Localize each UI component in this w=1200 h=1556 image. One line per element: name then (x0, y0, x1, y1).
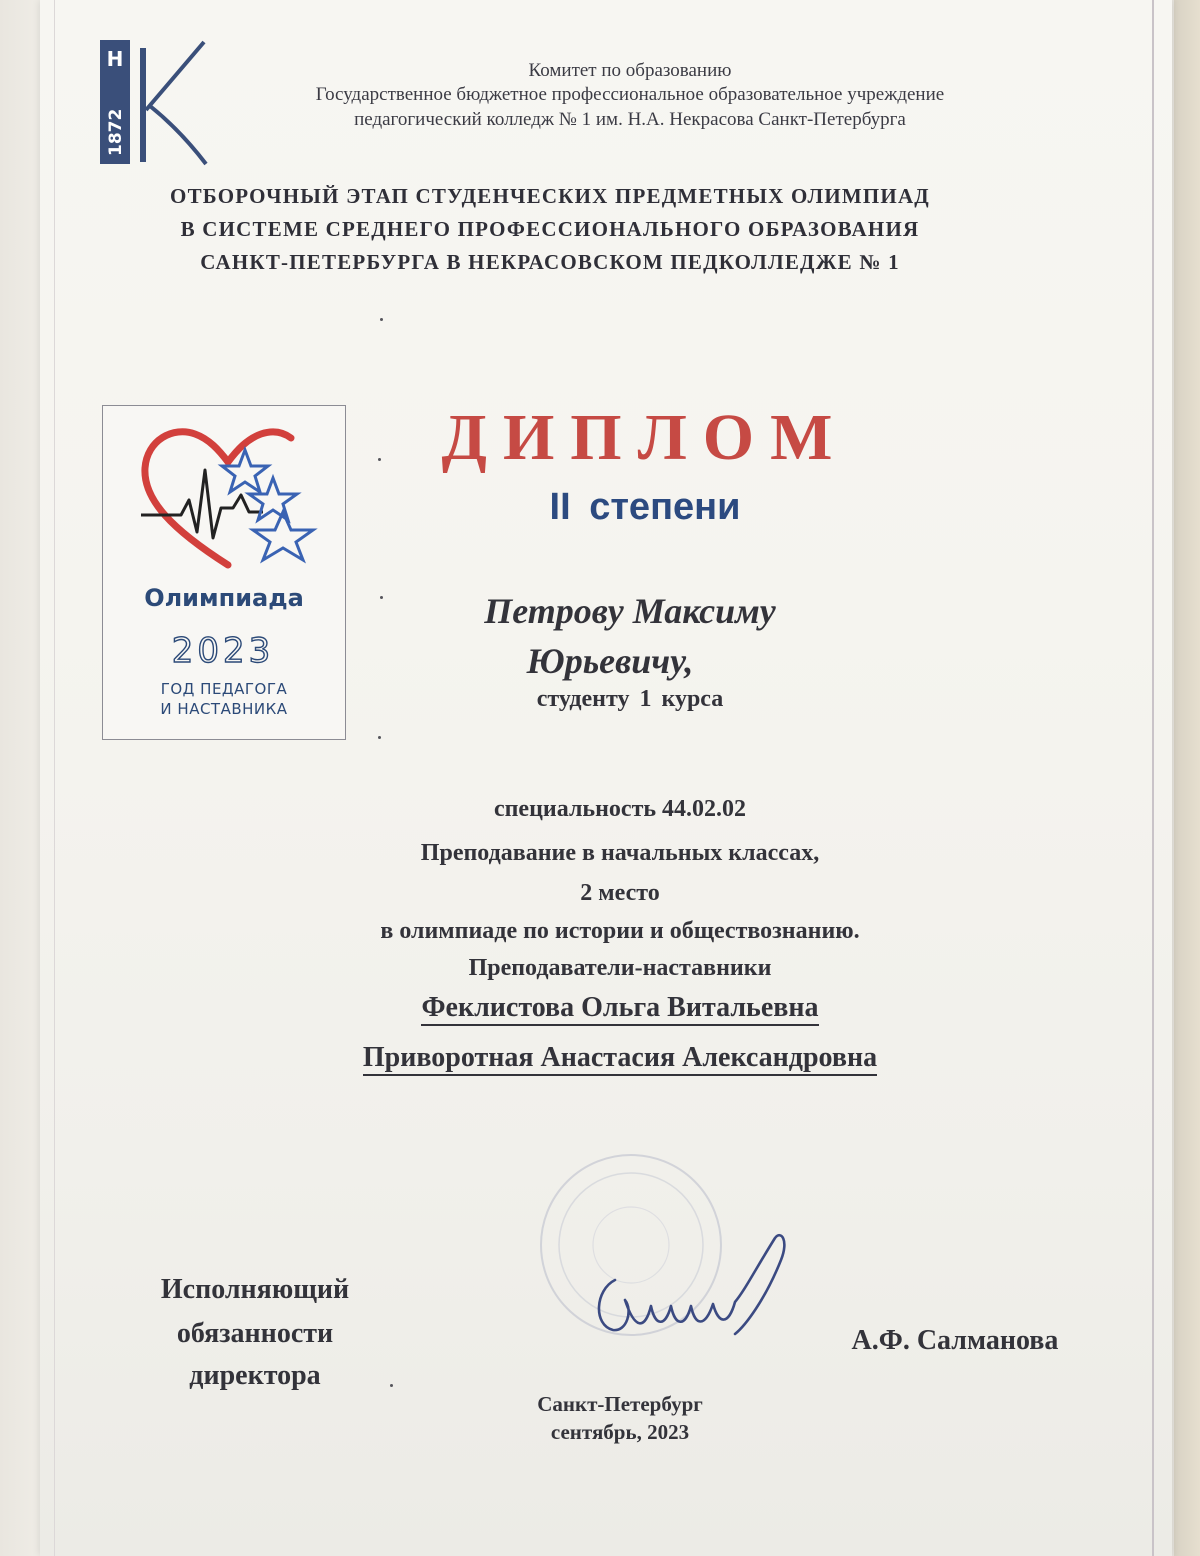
header-institution-line2: педагогический колледж № 1 им. Н.А. Некрасова Санкт-Петербурга (354, 109, 906, 130)
header-institution-line1: Государственное бюджетное профессиональное образовательное учреждение (315, 84, 945, 105)
director-signature (585, 1230, 805, 1370)
recipient-name-line1: Петрову Максиму (484, 591, 776, 631)
event-title-line1: ОТБОРОЧНЫЙ ЭТАП СТУДЕНЧЕСКИХ ПРЕДМЕТНЫХ ОЛИМПИАД (170, 184, 930, 208)
year-2023-mark (143, 628, 303, 672)
olympiad-logo (102, 405, 346, 740)
olympiad-caption-line1: ГОД ПЕДАГОГА (160, 680, 288, 698)
frame-line-right (1152, 0, 1154, 1556)
olympiad-subject: в олимпиаде по истории и обществознанию. (380, 918, 860, 944)
paper-speck (378, 736, 381, 739)
table-surface (1174, 0, 1200, 1556)
event-title-line2: В СИСТЕМЕ СРЕДНЕГО ПРОФЕССИОНАЛЬНОГО ОБРАЗОВАНИЯ (180, 217, 920, 241)
olympiad-year: 2023 (171, 631, 275, 671)
specialty: специальность 44.02.02 (493, 796, 747, 822)
mentor-2 (200, 1042, 1040, 1074)
mentor-1-name: Феклистова Ольга Витальевна (421, 992, 818, 1026)
paper-speck (390, 1384, 393, 1387)
paper-speck (380, 596, 383, 599)
signer-name: А.Ф. Салманова (851, 1325, 1059, 1356)
olympiad-label: Олимпиада (144, 584, 304, 612)
issue-city: Санкт-Петербург (537, 1392, 703, 1416)
paper-speck (378, 458, 381, 461)
logo-year: 1872 (106, 108, 126, 156)
program: Преподавание в начальных классах, (420, 840, 820, 866)
olympiad-caption-line2: И НАСТАВНИКА (160, 700, 288, 718)
mentor-2-name: Приворотная Анастасия Александровна (363, 1042, 877, 1076)
signer-role-line1: Исполняющий (160, 1274, 350, 1305)
paper-speck (380, 318, 383, 321)
recipient-name-line2: Юрьевичу, (526, 641, 694, 681)
diploma-heading: ДИПЛОМ (441, 401, 849, 474)
diploma-degree: II степени (549, 486, 741, 528)
place: 2 место (580, 880, 660, 906)
issue-date: сентябрь, 2023 (550, 1420, 690, 1444)
signer-role-line3: директора (189, 1360, 321, 1391)
mentors-label: Преподаватели-наставники (468, 955, 772, 981)
header-committee: Комитет по образованию (528, 60, 732, 81)
event-title (80, 180, 1020, 279)
recipient-course: студенту 1 курса (536, 686, 724, 712)
heart-stars-icon (133, 420, 333, 580)
mentor-1 (200, 992, 1040, 1024)
event-title-line3: САНКТ-ПЕТЕРБУРГА В НЕКРАСОВСКОМ ПЕДКОЛЛЕДЖЕ № 1 (200, 250, 900, 274)
frame-line-left (54, 0, 55, 1556)
signer-role-line2: обязанности (176, 1318, 334, 1349)
logo-letter-n: Н (106, 47, 124, 71)
